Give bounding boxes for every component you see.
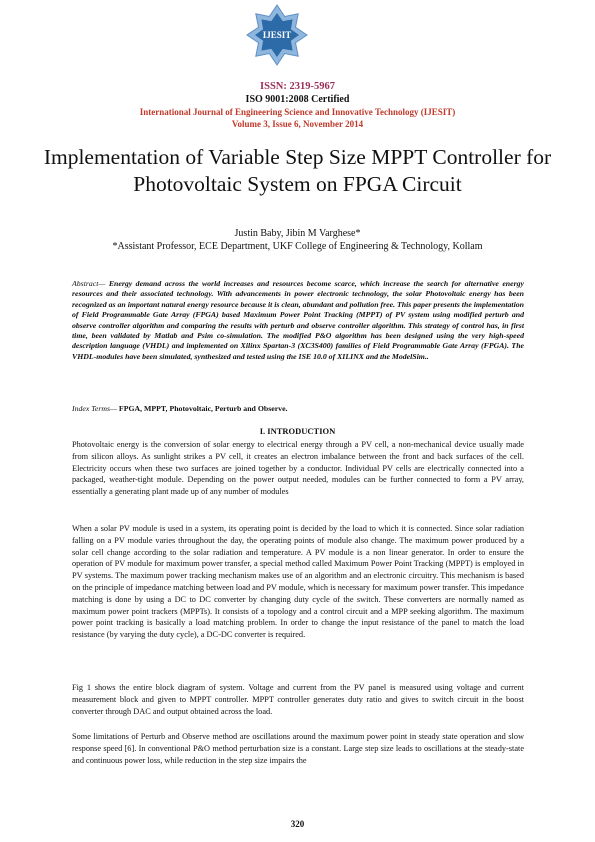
volume-issue: Volume 3, Issue 6, November 2014 [231,119,364,129]
author-list: Justin Baby, Jibin M Varghese* [234,228,361,239]
section-heading-introduction: I. INTRODUCTION [259,426,336,436]
index-terms [72,404,524,414]
index-terms-text: FPGA, MPPT, Photovoltaic, Perturb and Observe. [116,404,288,413]
journal-logo-icon [246,4,308,66]
intro-paragraph-2: When a solar PV module is used in a system, its operating point is decided by the load to which it is connected. Since solar radiation falling on a PV module varies throughout the day, the operating points of module also change. The maximum power produced by a solar cell change according to the solar radiation and temperature. A PV module is a non linear generator. In order to ensure the operation of PV module for maximum power transfer, a special method called Maximum Power Point Tracking (MPPT) is employed in PV systems. The maximum power tracking mechanism makes use of an algorithm and an electronic circuitry. This mechanism is based on the principle of impedance matching between load and PV module, which is necessary for maximum power transfer. This impedance matching is done by using a DC to DC converter by changing duty cycle of the switch. These converters are normally named as maximum power point trackers (MPPTs). It consists of a topology and a control circuit and a MPP seeking algorithm. The maximum power point tracking is basically a load matching problem. In order to change the input resistance of the panel to match the load resistance (by varying the duty cycle), a DC-DC converter is required. [72,524,524,640]
abstract-label: Abstract— [72,279,106,288]
journal-name: International Journal of Engineering Science and Innovative Technology (IJESIT) [139,107,456,117]
intro-paragraph-4: Some limitations of Perturb and Observe method are oscillations around the maximum power point in steady state operation and slow response speed [6]. In conventional P&O method perturbation size is a constant. Large step size leads to oscillations at the steady-state and continuous power loss, while reduction in the step size impairs the [72,732,524,765]
intro-paragraph-1: Photovoltaic energy is the conversion of solar energy to electrical energy through a PV cell, a non-mechanical device usually made from silicon alloys. As sunlight strikes a PV cell, it creates an electron imbalance between the front and back surfaces of the cell. Electricity occurs when these two surfaces are joined together by a conductor. Individual PV cells are electrically connected into a packaged, weather-tight module. Depending on the power output needed, modules can be further connected to form a PV array, essentially a generating plant made up of any number of modules [72,440,524,497]
abstract-text: Energy demand across the world increases and resources become scarce, which increase the search for alternative energy resources and their associated technology. With advancements in power electronic technology, the solar Photovoltaic energy has been recognized as an important natural energy resource because it is clean, abundant and pollution free. This paper presents the implementation of Field Programmable Gate Array (FPGA) based Maximum Power Point Tracking (MPPT) of PV system using modified perturb and observe controller algorithm and comparing the results with perturb and observe controller algorithm. This strategy of control has, in first time, been validated by Matlab and Psim co-simulation. The modified P&O algorithm has been designed using the very high-speed description language (VHDL) and implemented on Xilinx Spartan-3 (XC3S400) families of Field Programmable Gate Array (FPGA). The VHDL-modules have been simulated, synthesized and tested using the ISE 10.0 of XILINX and the ModelSim.. [72,279,524,361]
paper-title: Implementation of Variable Step Size MPPT Controller for Photovoltaic System on FPGA Circuit [43,145,552,196]
abstract [72,279,524,362]
author-affiliation: *Assistant Professor, ECE Department, UKF College of Engineering & Technology, Kollam [112,241,483,252]
page-number: 320 [290,819,305,829]
iso-certification: ISO 9001:2008 Certified [245,94,350,105]
logo-text: IJESIT [262,30,292,40]
intro-paragraph-3: Fig 1 shows the entire block diagram of system. Voltage and current from the PV panel is measured using voltage and current measurement block and given to MPPT controller. MPPT controller generates duty ratio and gives to switch circuit in the boost converter through DAC and output obtained across the load. [72,683,524,716]
issn-line: ISSN: 2319-5967 [260,81,335,92]
index-terms-label: Index Terms— [72,404,117,413]
